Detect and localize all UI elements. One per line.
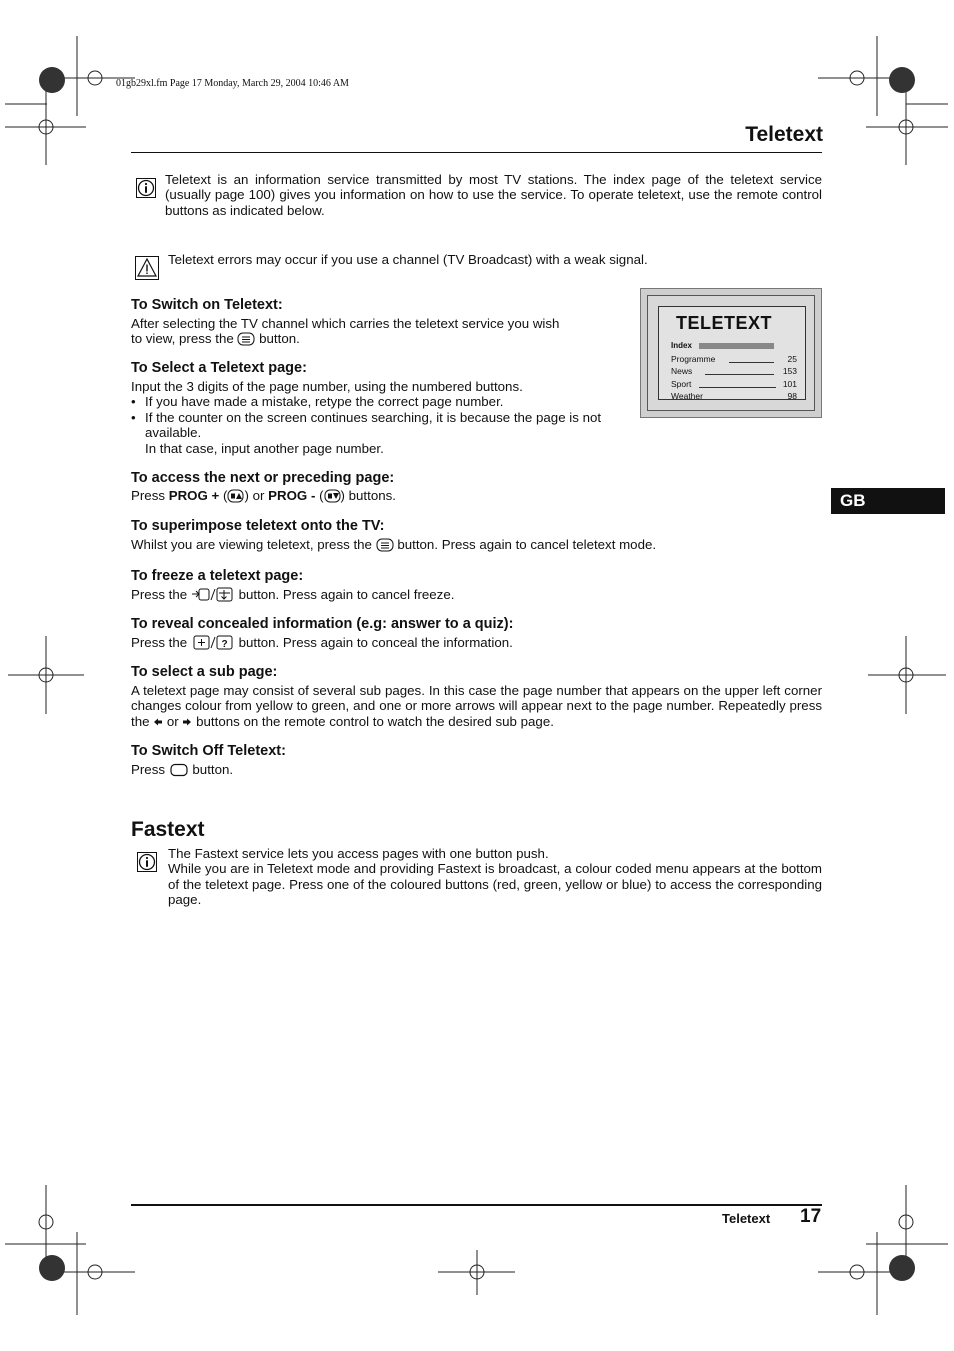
sub-page-text: [131, 683, 822, 729]
select-page-text: [131, 379, 631, 456]
reveal-text-a: Press the: [131, 635, 188, 650]
intro-text: Teletext is an information service transmitted by most TV stations. The index page of the teletext service (usually page 100) gives you information on how to use the service. To operate teletext, use the remote control buttons as indicated below.: [165, 172, 822, 218]
select-page-line1: Input the 3 digits of the page number, using the numbered buttons.: [131, 379, 523, 394]
switch-on-text: [131, 316, 631, 347]
freeze-text-b: button. Press again to cancel freeze.: [238, 587, 455, 602]
reveal-text: [131, 635, 513, 650]
switch-on-heading: To Switch on Teletext:: [131, 297, 283, 313]
footer-section-label: Teletext: [722, 1211, 771, 1226]
footer-rule: [131, 1204, 822, 1206]
tv-title: TELETEXT: [676, 313, 773, 333]
reveal-heading: To reveal concealed information (e.g: answer to a quiz):: [131, 616, 514, 632]
switch-on-line2b: button.: [259, 331, 300, 347]
tv-row: [671, 379, 797, 389]
page-number: 17: [800, 1206, 822, 1227]
sub-page-body: A teletext page may consist of several sub pages. In this case the page number that appears on the upper left corner changes colour from yellow to green, and one or more arrows will appear next to the page number.: [131, 683, 822, 714]
tv-row: [671, 391, 797, 401]
page-title: Teletext: [745, 123, 823, 146]
superimpose-text: [131, 537, 656, 552]
switch-on-line1: After selecting the TV channel which carries the teletext service you wish: [131, 316, 560, 331]
bullet2-text: If the counter on the screen continues searching, it is because the page is not: [145, 409, 602, 425]
bullet1-text: If you have made a mistake, retype the correct page number.: [145, 394, 504, 410]
select-page-heading: To Select a Teletext page:: [131, 360, 307, 376]
tv-index-bar: [699, 343, 774, 349]
tv-row-value: 153: [782, 366, 797, 376]
info-icon: [136, 178, 156, 198]
next-prev-heading: To access the next or preceding page:: [131, 470, 395, 486]
freeze-text-a: Press the: [131, 587, 188, 602]
warning-text: Teletext errors may occur if you use a channel (TV Broadcast) with a weak signal.: [168, 252, 648, 267]
header-rule: [131, 152, 822, 153]
reveal-text-b: button. Press again to conceal the information.: [238, 635, 513, 650]
sub-page-or: or: [166, 713, 179, 729]
prog-down-icon: [324, 489, 341, 503]
freeze-text: [131, 587, 454, 602]
or-word: or: [252, 488, 265, 503]
switch-off-heading: To Switch Off Teletext:: [131, 743, 286, 759]
tv-row-label: News: [671, 366, 693, 376]
language-tab: GB: [831, 488, 945, 514]
info-icon: [137, 852, 157, 872]
buttons-word: buttons.: [348, 488, 396, 503]
select-page-bullet1: • If you have made a mistake, retype the correct page number.: [131, 394, 504, 410]
tv-row: [671, 354, 797, 364]
left-arrow-icon: [153, 717, 163, 727]
tv-bezel: [647, 295, 815, 411]
tv-row-value: 25: [787, 354, 797, 364]
warning-icon: [135, 256, 159, 280]
select-page-bullet2: • If the counter on the screen continues searching, it is because the page is not available. In that case, input another page number.: [131, 409, 602, 456]
fastext-line1: The Fastext service lets you access pages with one button push.: [168, 846, 549, 861]
switch-on-line2: [131, 331, 631, 346]
tv-row-label: Weather: [671, 391, 703, 401]
fastext-line2: While you are in Teletext mode and providing Fastext is broadcast, a colour coded menu appears at the bottom of the teletext page. Press one of the coloured buttons (red, green, yellow or blue) to access the corresponding page.: [168, 861, 822, 908]
fastext-title: Fastext: [131, 818, 205, 841]
switch-off-text-a: Press: [131, 762, 165, 777]
sub-page-heading: To select a sub page:: [131, 664, 278, 680]
switch-off-text-b: button.: [192, 762, 234, 777]
tv-row-value: 98: [787, 391, 797, 401]
bullet2-text-cont: available.: [145, 425, 202, 441]
superimpose-text-b: button. Press again to cancel teletext mode.: [397, 537, 657, 552]
switch-on-line2a: to view, press the: [131, 331, 234, 347]
superimpose-text-a: Whilst you are viewing teletext, press the: [131, 537, 372, 552]
tv-row-label: Programme: [671, 354, 716, 364]
teletext-button-icon: [237, 332, 255, 346]
freeze-heading: To freeze a teletext page:: [131, 568, 304, 584]
tv-row-value: 101: [782, 379, 797, 389]
fastext-text: [168, 846, 822, 908]
tv-screen: [658, 306, 806, 400]
teletext-button-icon: [376, 538, 394, 552]
switch-off-text: [131, 762, 233, 777]
prog-minus-label: PROG -: [268, 488, 316, 503]
prog-up-icon: [227, 489, 244, 503]
file-slug: 01gb29xl.fm Page 17 Monday, March 29, 2004 10:46 AM: [116, 78, 349, 89]
right-arrow-icon: [182, 717, 192, 727]
press-word: Press: [131, 488, 165, 503]
superimpose-heading: To superimpose teletext onto the TV:: [131, 518, 385, 534]
tv-button-icon: [169, 763, 189, 777]
freeze-icon: [191, 587, 235, 602]
tv-row-label: Sport: [671, 379, 692, 389]
next-prev-text: Press PROG + ( ) or PROG - ( ) buttons.: [131, 488, 396, 503]
tv-index-label: Index: [671, 341, 692, 350]
prog-plus-label: PROG +: [168, 488, 220, 503]
svg-text:?: ?: [221, 639, 228, 650]
teletext-screen-illustration: [640, 288, 822, 418]
reveal-icon: [191, 635, 235, 650]
sub-page-body-end-b: buttons on the remote control to watch the desired sub page.: [196, 713, 554, 729]
tv-row: [671, 366, 797, 376]
bullet2-text-note: In that case, input another page number.: [145, 440, 384, 456]
sub-page-body-end-a: Repeatedly press the: [131, 698, 822, 729]
